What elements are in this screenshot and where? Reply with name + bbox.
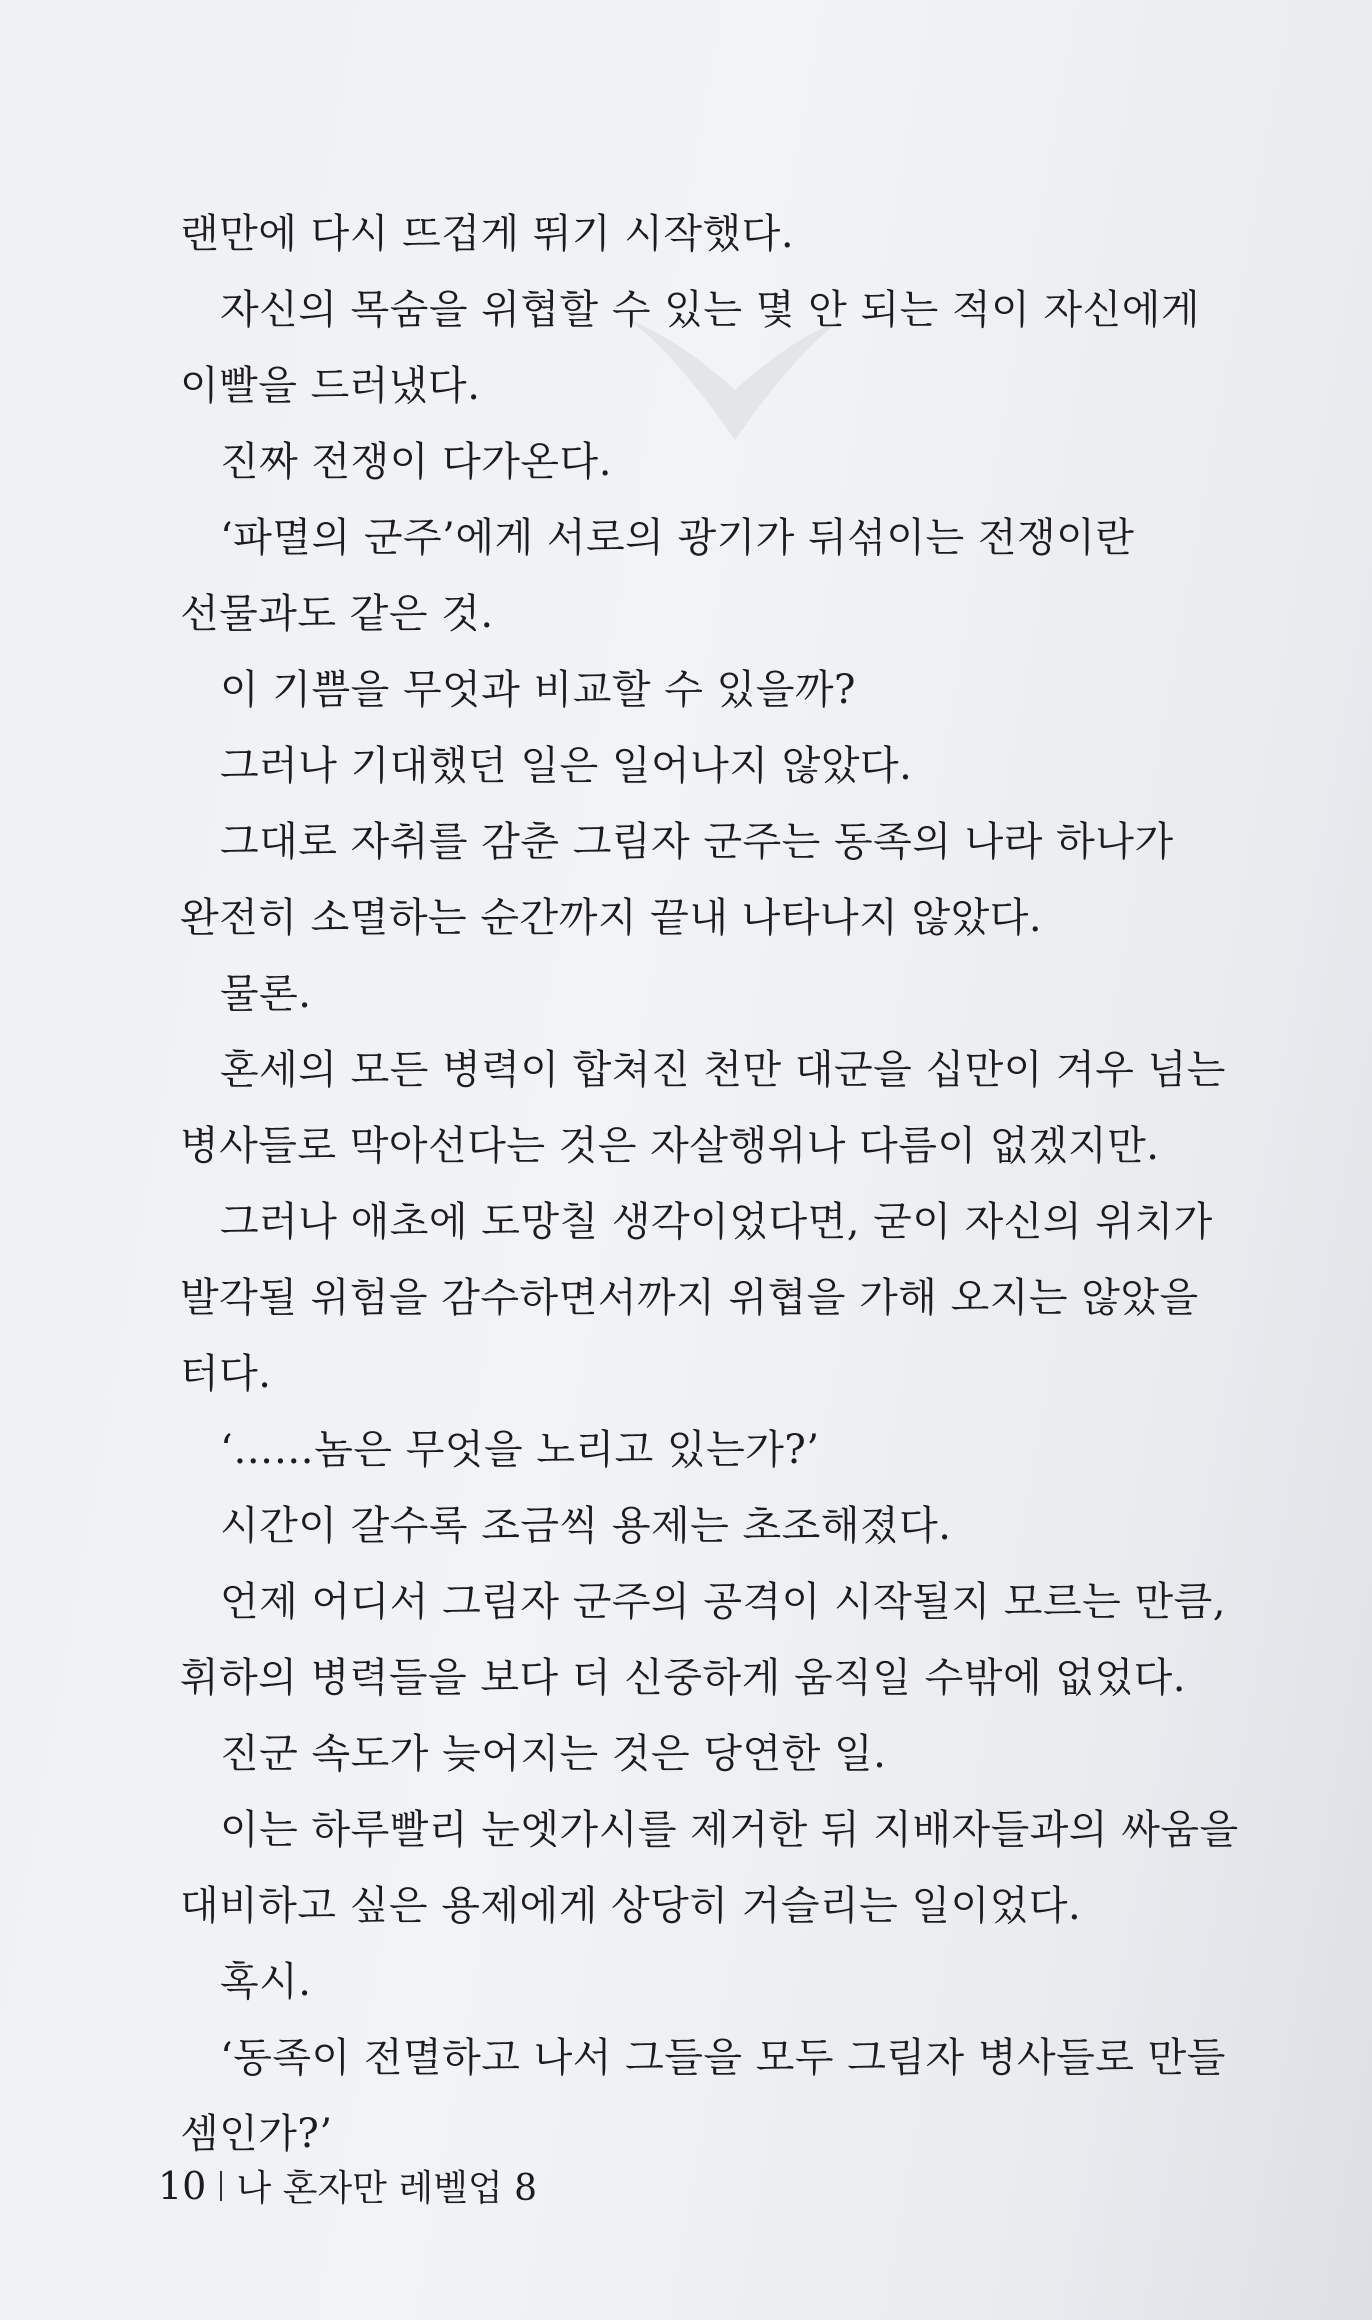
paragraph: 그러나 기대했던 일은 일어나지 않았다.	[220, 743, 913, 789]
paragraph: 랜만에 다시 뜨겁게 뛰기 시작했다.	[180, 211, 795, 257]
paragraph: 그러나 애초에 도망칠 생각이었다면, 굳이 자신의 위치가 발각될 위험을 감수하면서까지 위협을 가해 오지는 않았을 터다.	[180, 1199, 1213, 1397]
paragraph: 혼세의 모든 병력이 합쳐진 천만 대군을 십만이 겨우 넘는 병사들로 막아선다는 것은 자살행위나 다름이 없겠지만.	[180, 1047, 1226, 1169]
page-body	[180, 196, 1290, 2172]
paragraph: 자신의 목숨을 위협할 수 있는 몇 안 되는 적이 자신에게 이빨을 드러냈다.	[180, 287, 1201, 409]
paragraph: 그대로 자취를 감춘 그림자 군주는 동족의 나라 하나가 완전히 소멸하는 순간까지 끝내 나타나지 않았다.	[180, 819, 1174, 941]
footer-divider	[220, 2171, 222, 2201]
paragraph: 이 기쁨을 무엇과 비교할 수 있을까?	[220, 667, 856, 713]
paragraph: 진짜 전쟁이 다가온다.	[220, 439, 612, 485]
page-footer	[158, 2160, 537, 2211]
paragraph: 이는 하루빨리 눈엣가시를 제거한 뒤 지배자들과의 싸움을 대비하고 싶은 용제에게 상당히 거슬리는 일이었다.	[180, 1807, 1239, 1929]
paragraph: ‘동족이 전멸하고 나서 그들을 모두 그림자 병사들로 만들 셈인가?’	[180, 2035, 1226, 2157]
paragraph: 혹시.	[220, 1959, 312, 2005]
page-number: 10	[158, 2163, 207, 2208]
paragraph: 물론.	[220, 971, 312, 1017]
paragraph: 언제 어디서 그림자 군주의 공격이 시작될지 모르는 만큼, 휘하의 병력들을 보다 더 신중하게 움직일 수밖에 없었다.	[180, 1579, 1226, 1701]
paragraph: 진군 속도가 늦어지는 것은 당연한 일.	[220, 1731, 887, 1777]
book-title: 나 혼자만 레벨업 8	[236, 2168, 538, 2209]
paragraph: 시간이 갈수록 조금씩 용제는 초조해졌다.	[220, 1503, 952, 1549]
paragraph: ‘파멸의 군주’에게 서로의 광기가 뒤섞이는 전쟁이란 선물과도 같은 것.	[180, 515, 1135, 637]
paragraph: ‘……놈은 무엇을 노리고 있는가?’	[220, 1427, 820, 1473]
